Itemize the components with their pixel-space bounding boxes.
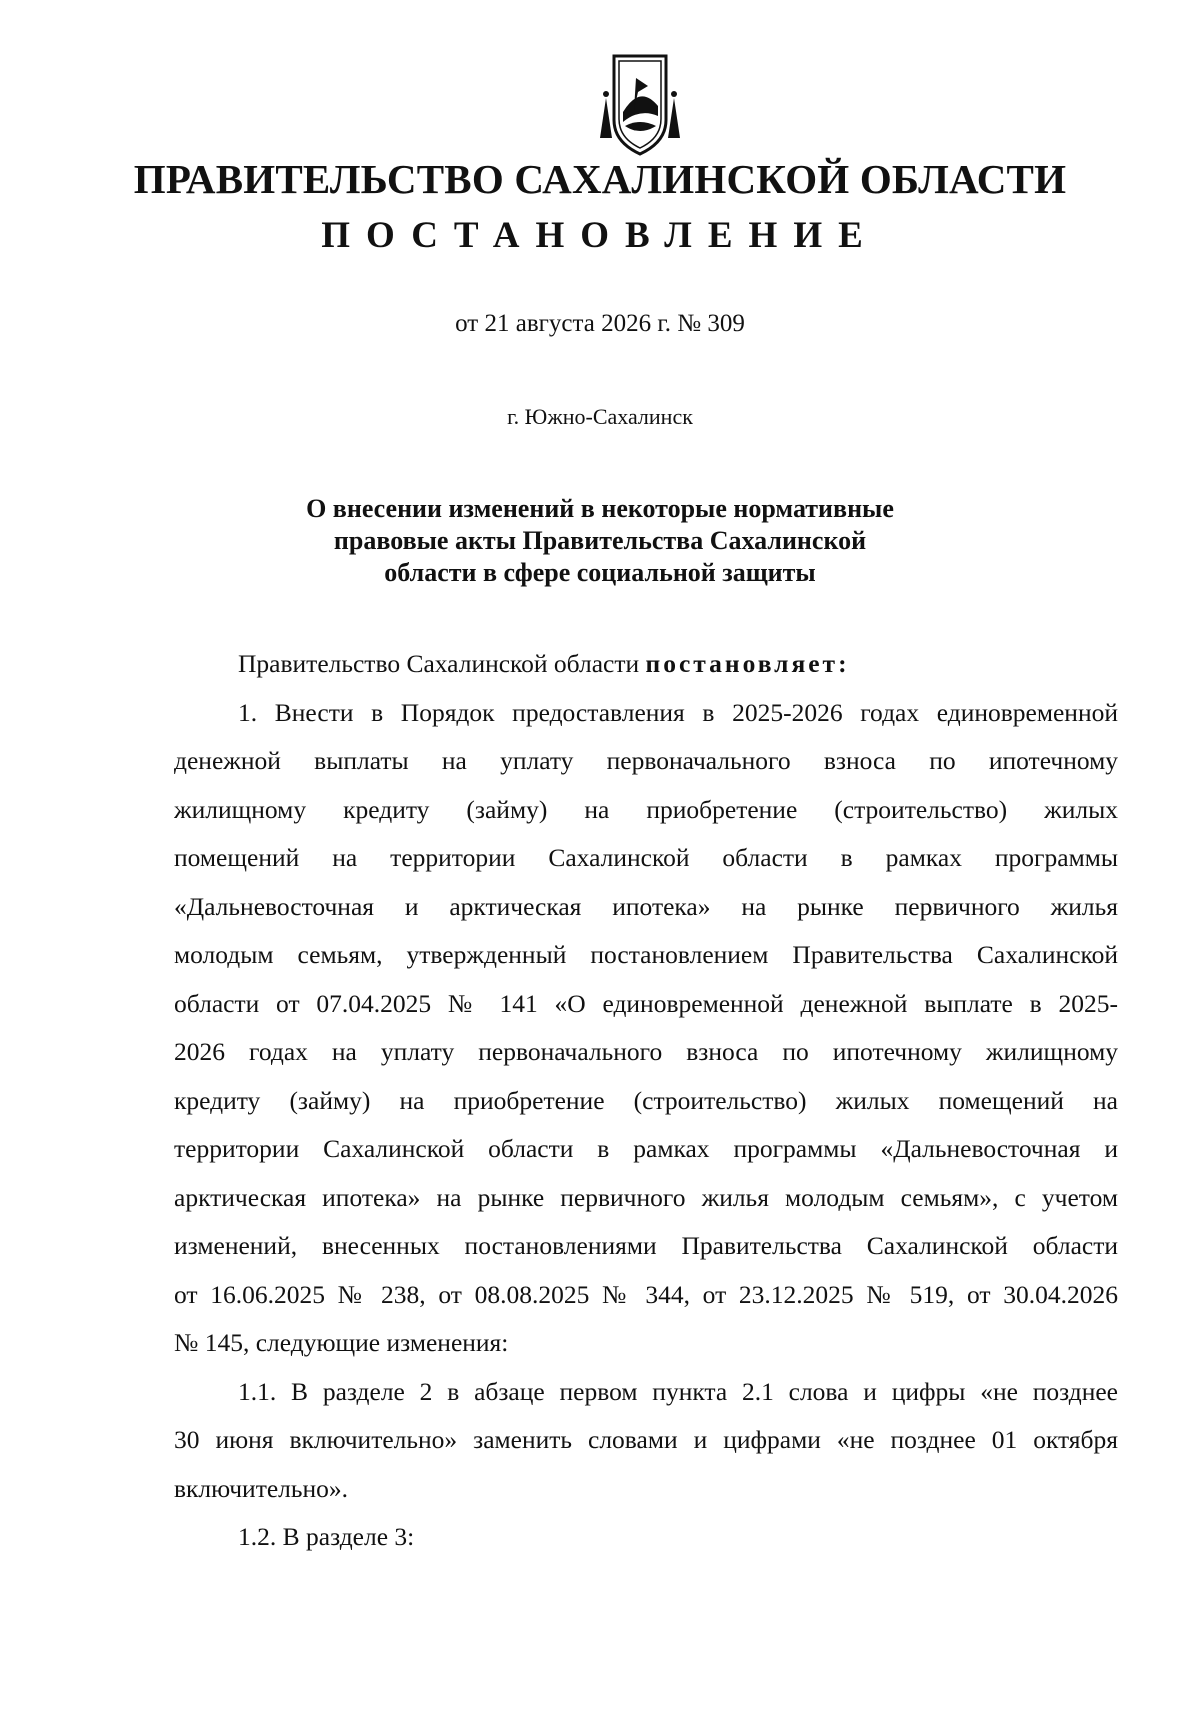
document-type: ПОСТАНОВЛЕНИЕ bbox=[321, 215, 879, 256]
paragraph-1-line: территории Сахалинской области в рамках программы «Дальневосточная и bbox=[174, 1134, 1118, 1163]
document-date-number: от 21 августа 2026 г. № 309 bbox=[455, 310, 745, 337]
paragraph-1-line: кредиту (займу) на приобретение (строительство) жилых помещений на bbox=[174, 1085, 1118, 1115]
subject-line: О внесении изменений в некоторые нормативные bbox=[306, 494, 894, 523]
document-city: г. Южно-Сахалинск bbox=[507, 404, 693, 429]
document-subject bbox=[250, 493, 950, 589]
subject-line: правовые акты Правительства Сахалинской bbox=[333, 526, 867, 555]
coat-of-arms-icon bbox=[592, 50, 688, 158]
paragraph-1-line: 1. Внести в Порядок предоставления в 2025-2026 годах единовременной bbox=[238, 697, 1118, 727]
paragraph-1-line: арктическая ипотека» на рынке первичного жилья молодым семьям», с учетом bbox=[174, 1182, 1118, 1212]
government-title: ПРАВИТЕЛЬСТВО САХАЛИНСКОЙ ОБЛАСТИ bbox=[133, 156, 1067, 202]
paragraph-1-2: 1.2. В разделе 3: bbox=[238, 1522, 415, 1551]
paragraph-1-line: области от 07.04.2025 № 141 «О единовременной денежной выплате в 2025- bbox=[174, 988, 1118, 1018]
paragraph-1-line: № 145, следующие изменения: bbox=[174, 1328, 509, 1357]
paragraph-1-line: изменений, внесенных постановлениями Правительства Сахалинской области bbox=[174, 1231, 1118, 1260]
subject-line: области в сфере социальной защиты bbox=[384, 558, 816, 587]
preamble bbox=[174, 640, 1118, 689]
paragraph-1-1-line: 1.1. В разделе 2 в абзаце первом пункта 2.1 слова и цифры «не позднее bbox=[238, 1376, 1118, 1406]
document-body bbox=[174, 640, 1118, 1562]
paragraph-1-1-line: 30 июня включительно» заменить словами и цифрами «не позднее 01 октября bbox=[174, 1425, 1118, 1454]
paragraph-1-line: от 16.06.2025 № 238, от 08.08.2025 № 344, от 23.12.2025 № 519, от 30.04.2026 bbox=[174, 1279, 1118, 1309]
paragraph-1-line: помещений на территории Сахалинской области в рамках программы bbox=[174, 843, 1118, 872]
preamble-text: Правительство Сахалинской области bbox=[238, 649, 646, 678]
preamble-keyword: постановляет: bbox=[645, 649, 850, 678]
paragraph-1-line: 2026 годах на уплату первоначального взноса по ипотечному жилищному bbox=[174, 1037, 1118, 1066]
paragraph-1-line: молодым семьям, утвержденный постановлением Правительства Сахалинской bbox=[174, 940, 1118, 969]
paragraph-1-line: денежной выплаты на уплату первоначального взноса по ипотечному bbox=[174, 746, 1118, 775]
paragraph-1-1-line: включительно». bbox=[174, 1473, 349, 1503]
paragraph-1-line: жилищному кредиту (займу) на приобретение (строительство) жилых bbox=[174, 794, 1118, 824]
paragraph-1-line: «Дальневосточная и арктическая ипотека» на рынке первичного жилья bbox=[174, 891, 1118, 921]
